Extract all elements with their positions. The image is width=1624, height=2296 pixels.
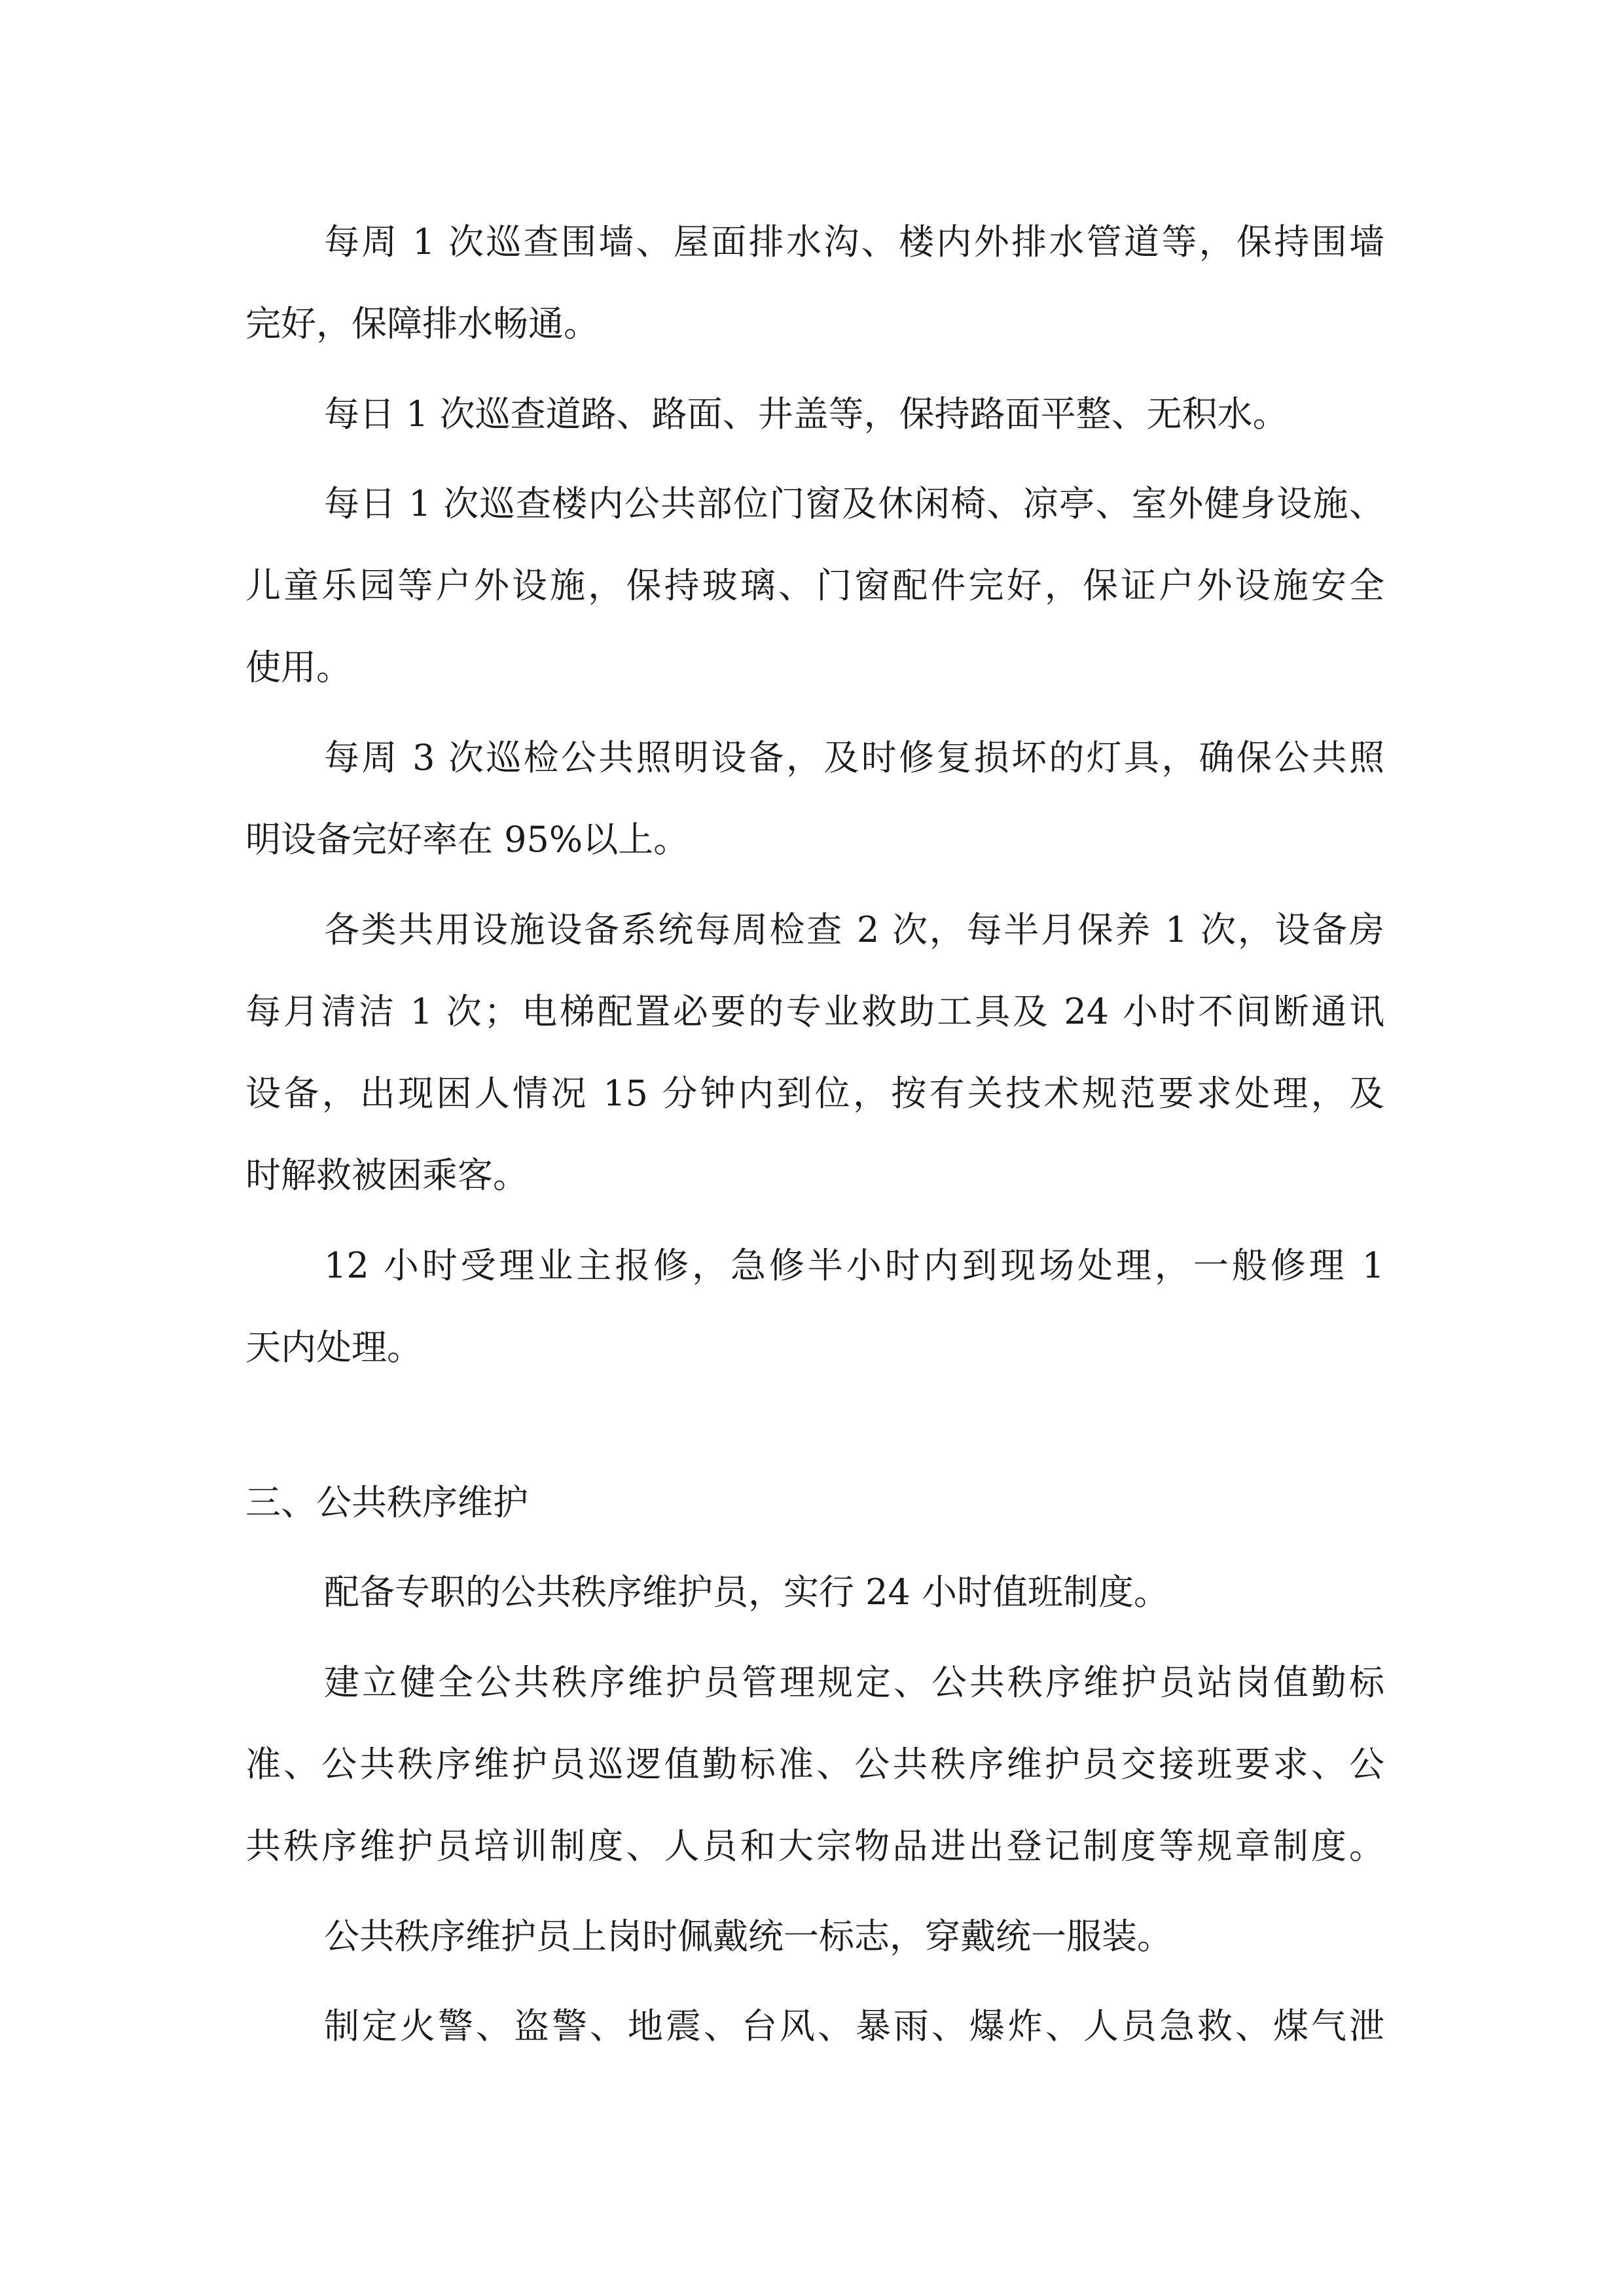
paragraph-line: 天内处理。 (245, 1327, 422, 1368)
paragraph-line: 每周 1 次巡查围墙、屋面排水沟、楼内外排水管道等，保持围墙 (324, 221, 1384, 262)
paragraph-line: 12 小时受理业主报修，急修半小时内到现场处理，一般修理 1 (324, 1245, 1384, 1286)
paragraph-line: 配备专职的公共秩序维护员，实行 24 小时值班制度。 (324, 1571, 1170, 1613)
paragraph-line: 使用。 (245, 647, 352, 688)
paragraph-line: 每月清洁 1 次；电梯配置必要的专业救助工具及 24 小时不间断通讯 (245, 991, 1384, 1032)
section-heading: 三、公共秩序维护 (245, 1482, 528, 1523)
paragraph-line: 每日 1 次巡查楼内公共部位门窗及休闲椅、凉亭、室外健身设施、 (324, 483, 1384, 524)
paragraph-line: 建立健全公共秩序维护员管理规定、公共秩序维护员站岗值勤标 (324, 1662, 1384, 1703)
paragraph-line: 每日 1 次巡查道路、路面、井盖等，保持路面平整、无积水。 (324, 393, 1288, 435)
paragraph-line: 各类共用设施设备系统每周检查 2 次，每半月保养 1 次，设备房 (324, 909, 1384, 950)
paragraph-line: 每周 3 次巡检公共照明设备，及时修复损坏的灯具，确保公共照 (324, 737, 1384, 778)
paragraph-line: 儿童乐园等户外设施，保持玻璃、门窗配件完好，保证户外设施安全 (245, 565, 1384, 606)
paragraph-line: 明设备完好率在 95%以上。 (245, 819, 689, 860)
paragraph-line: 完好，保障排水畅通。 (245, 303, 599, 344)
paragraph-line: 公共秩序维护员上岗时佩戴统一标志，穿戴统一服装。 (324, 1916, 1172, 1957)
paragraph-line: 准、公共秩序维护员巡逻值勤标准、公共秩序维护员交接班要求、公 (245, 1744, 1384, 1785)
paragraph-line: 时解救被困乘客。 (245, 1155, 528, 1196)
paragraph-line: 共秩序维护员培训制度、人员和大宗物品进出登记制度等规章制度。 (245, 1825, 1384, 1867)
paragraph-line: 制定火警、盗警、地震、台风、暴雨、爆炸、人员急救、煤气泄 (324, 2005, 1384, 2047)
paragraph-line: 设备，出现困人情况 15 分钟内到位，按有关技术规范要求处理，及 (245, 1073, 1384, 1114)
